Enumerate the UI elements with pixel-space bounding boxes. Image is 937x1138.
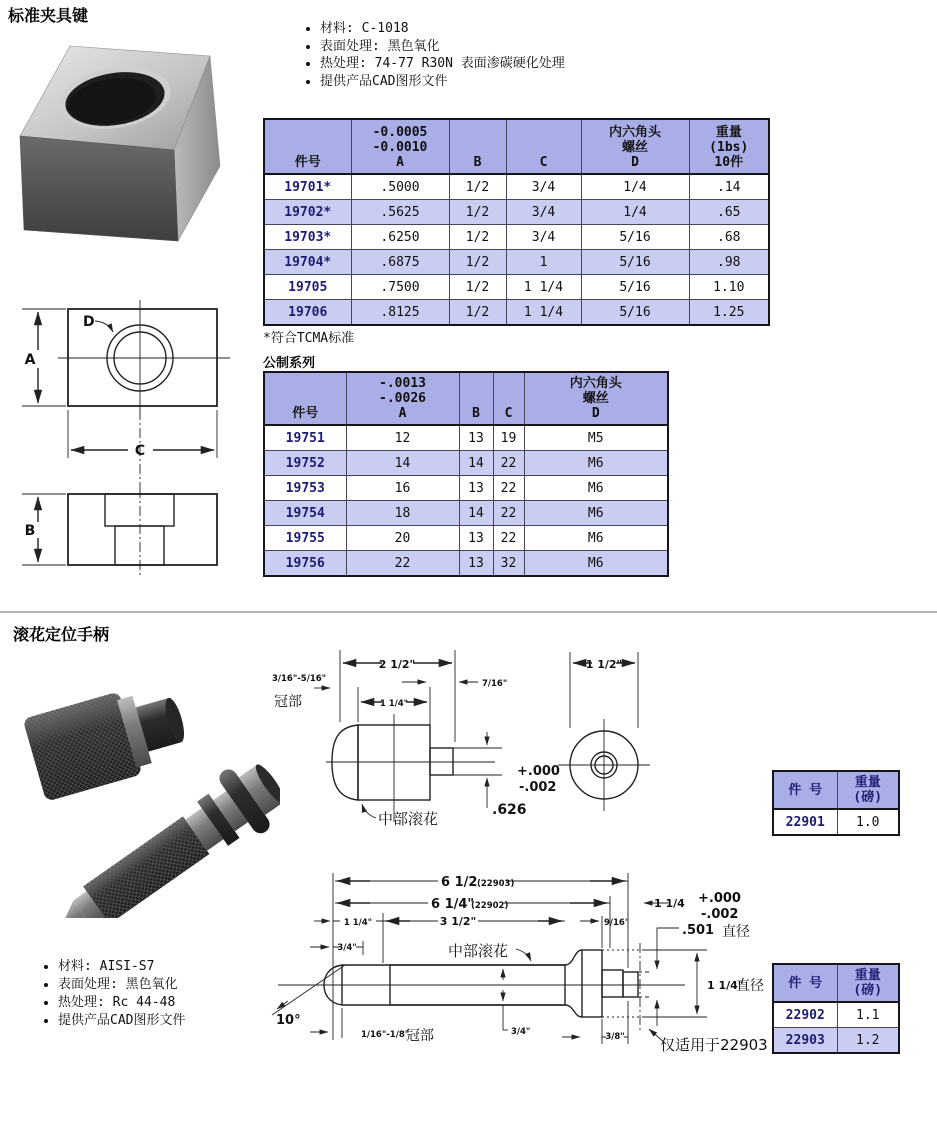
col-a: -.0013 -.0026 A xyxy=(346,372,459,425)
cell: 1/2 xyxy=(449,174,506,200)
dim-total-22903: 6 1/2 xyxy=(441,875,478,890)
inch-spec-table xyxy=(263,118,770,326)
cell: 19753 xyxy=(264,476,346,501)
dim-crown-34: 3/4" xyxy=(337,943,357,953)
cell: 5/16 xyxy=(581,275,689,300)
cell: M6 xyxy=(524,551,668,577)
metric-series-title: 公制系列 xyxy=(263,356,316,371)
dim-label-c: C xyxy=(134,443,146,459)
cell: 22 xyxy=(493,476,524,501)
bullet-material: • 材料: C-1018 xyxy=(320,20,740,38)
cell: 19752 xyxy=(264,451,346,476)
cell: 22902 xyxy=(773,1002,837,1028)
cell: 19702* xyxy=(264,200,351,225)
cell: .98 xyxy=(689,250,769,275)
dim-label-a: A xyxy=(24,352,36,368)
col-c: C xyxy=(493,372,524,425)
table-row xyxy=(264,425,668,451)
bullet-heat: • 热处理: 74-77 R30N 表面渗碳硬化处理 xyxy=(320,55,740,73)
cell: 22901 xyxy=(773,809,837,835)
cell: 14 xyxy=(346,451,459,476)
table-row xyxy=(264,225,769,250)
cell: 19705 xyxy=(264,275,351,300)
cell: 18 xyxy=(346,501,459,526)
cell: .14 xyxy=(689,174,769,200)
cell: 19704* xyxy=(264,250,351,275)
dia-501: .501 xyxy=(682,923,715,938)
knurl-label: 中部滚花 xyxy=(378,810,439,828)
cell: 1 1/4 xyxy=(506,275,581,300)
col-part: 件 号 xyxy=(773,964,837,1002)
table-row xyxy=(264,501,668,526)
cell: 1/2 xyxy=(449,225,506,250)
col-a: -0.0005 -0.0010 A xyxy=(351,119,449,174)
table-row xyxy=(264,174,769,200)
section2-title: 滚花定位手柄 xyxy=(13,627,110,644)
bullet-cad: • 提供产品CAD图形文件 xyxy=(320,73,740,91)
dim-label-d: D xyxy=(83,314,95,330)
table-row xyxy=(264,300,769,326)
metric-spec-table xyxy=(263,371,669,577)
cell: 3/4 xyxy=(506,174,581,200)
cell: 5/16 xyxy=(581,225,689,250)
cell: .7500 xyxy=(351,275,449,300)
cell: 32 xyxy=(493,551,524,577)
cell: 22 xyxy=(346,551,459,577)
dim-716: 7/16" xyxy=(482,679,508,689)
dia-flange: 1 1/4" xyxy=(707,979,744,992)
crown-range-label: 3/16"-5/16" xyxy=(272,674,327,684)
col-weight: 重量 (磅) xyxy=(837,964,899,1002)
table-row xyxy=(773,1028,899,1054)
cell: 1.0 xyxy=(837,809,899,835)
cell: 19755 xyxy=(264,526,346,551)
dim-total-22903-ref: (22903) xyxy=(477,879,515,889)
cell: 1/4 xyxy=(581,200,689,225)
crown-label: 冠部 xyxy=(274,694,302,710)
fixture-key-drawing xyxy=(8,298,258,583)
cell: 1.1 xyxy=(837,1002,899,1028)
dia-501-label: 直径 xyxy=(722,924,750,940)
table-row xyxy=(264,551,668,577)
tol-plus: +.000 xyxy=(698,891,741,906)
cell: M6 xyxy=(524,451,668,476)
cell: 1/4 xyxy=(581,174,689,200)
section1-bullet-list xyxy=(302,20,740,90)
cell: 5/16 xyxy=(581,250,689,275)
dim-knurl-len: 3 1/2" xyxy=(439,915,477,928)
cell: 22903 xyxy=(773,1028,837,1054)
cell: 1.25 xyxy=(689,300,769,326)
handle-head-drawing xyxy=(270,642,700,854)
cell: 3/4 xyxy=(506,225,581,250)
table-row xyxy=(264,476,668,501)
cell: .6250 xyxy=(351,225,449,250)
cell: M5 xyxy=(524,425,668,451)
handle-full-drawing xyxy=(270,858,770,1070)
cell: .8125 xyxy=(351,300,449,326)
crown-label: 冠部 xyxy=(406,1028,434,1044)
tcma-note: *符合TCMA标准 xyxy=(263,331,355,346)
bullet-surface: • 表面处理: 黑色氧化 xyxy=(320,38,740,56)
cell: 13 xyxy=(459,551,493,577)
cell: 1 1/4 xyxy=(506,300,581,326)
col-part: 件号 xyxy=(264,119,351,174)
bullet-heat: • 热处理: Rc 44-48 xyxy=(58,994,298,1012)
col-weight: 重量 (磅) xyxy=(837,771,899,809)
tol-minus: -.002 xyxy=(701,907,739,922)
col-c: C xyxy=(506,119,581,174)
cell: 1/2 xyxy=(449,275,506,300)
fixture-key-photo xyxy=(8,26,243,271)
table-row xyxy=(264,275,769,300)
knurl-label: 中部滚花 xyxy=(448,942,509,960)
table-header-row xyxy=(264,372,668,425)
cell: 5/16 xyxy=(581,300,689,326)
dia-flange-label: 直径 xyxy=(736,978,764,994)
crown-range: 1/16"-1/8" xyxy=(361,1030,410,1040)
cell: M6 xyxy=(524,526,668,551)
cell: 19703* xyxy=(264,225,351,250)
cell: 1/2 xyxy=(449,200,506,225)
table-header-row xyxy=(264,119,769,174)
cell: .68 xyxy=(689,225,769,250)
section2-bullet-list xyxy=(40,958,298,1030)
section-divider xyxy=(0,611,937,613)
table-row xyxy=(264,200,769,225)
cell: 16 xyxy=(346,476,459,501)
dim-tip-114: 1 1/4" xyxy=(343,918,373,928)
tol-minus: -.002 xyxy=(519,780,557,795)
cell: 13 xyxy=(459,425,493,451)
bullet-surface: • 表面处理: 黑色氧化 xyxy=(58,976,298,994)
cell: .5625 xyxy=(351,200,449,225)
cell: 13 xyxy=(459,526,493,551)
cell: M6 xyxy=(524,501,668,526)
cell: 22 xyxy=(493,451,524,476)
weight-table-22901 xyxy=(772,770,900,836)
handle-photo xyxy=(10,668,280,918)
dia-626: .626 xyxy=(492,802,527,818)
dim-total-22902-ref: (22902) xyxy=(471,901,509,911)
section1-title: 标准夹具键 xyxy=(8,8,89,25)
cell: 1 xyxy=(506,250,581,275)
cell: 19 xyxy=(493,425,524,451)
col-d: 内六角头 螺丝 D xyxy=(581,119,689,174)
cell: 1.10 xyxy=(689,275,769,300)
cell: 22 xyxy=(493,526,524,551)
cell: 14 xyxy=(459,451,493,476)
angle-10: 10° xyxy=(276,1013,301,1028)
table-header-row xyxy=(773,964,899,1002)
dim-1half-dia: 1 1/2" xyxy=(585,658,623,671)
tol-plus: +.000 xyxy=(517,764,560,779)
cell: 19701* xyxy=(264,174,351,200)
bullet-cad: • 提供产品CAD图形文件 xyxy=(58,1012,298,1030)
weight-table-22902 xyxy=(772,963,900,1054)
cell: 12 xyxy=(346,425,459,451)
cell: .6875 xyxy=(351,250,449,275)
cell: 19751 xyxy=(264,425,346,451)
cell: 13 xyxy=(459,476,493,501)
cell: 3/4 xyxy=(506,200,581,225)
cell: 1/2 xyxy=(449,300,506,326)
dim-total-22902: 6 1/4" xyxy=(431,897,475,912)
col-b: B xyxy=(449,119,506,174)
cell: 19756 xyxy=(264,551,346,577)
dim-label-b: B xyxy=(24,523,36,539)
note-22903: 仅适用于22903 xyxy=(660,1036,768,1054)
col-part: 件号 xyxy=(264,372,346,425)
bullet-material: • 材料: AISI-S7 xyxy=(58,958,298,976)
cell: 20 xyxy=(346,526,459,551)
cell: 19706 xyxy=(264,300,351,326)
col-weight: 重量 (1bs) 10件 xyxy=(689,119,769,174)
col-part: 件 号 xyxy=(773,771,837,809)
dim-knurl-dia: 3/4" xyxy=(511,1027,531,1037)
cell: .65 xyxy=(689,200,769,225)
table-row xyxy=(264,526,668,551)
cell: 14 xyxy=(459,501,493,526)
cell: 1.2 xyxy=(837,1028,899,1054)
cell: 19754 xyxy=(264,501,346,526)
col-b: B xyxy=(459,372,493,425)
table-row xyxy=(264,451,668,476)
cell: .5000 xyxy=(351,174,449,200)
dim-1quarter: 1 1/4" xyxy=(379,699,409,709)
table-row xyxy=(264,250,769,275)
dim-right-114: 1 1/4 xyxy=(654,897,685,910)
dim-flange-38: 3/8" xyxy=(605,1032,625,1042)
cell: 22 xyxy=(493,501,524,526)
table-header-row xyxy=(773,771,899,809)
cell: 1/2 xyxy=(449,250,506,275)
dim-neck-916: 9/16" xyxy=(604,918,630,928)
dim-2half: 2 1/2" xyxy=(378,658,416,671)
table-row xyxy=(773,1002,899,1028)
table-row xyxy=(773,809,899,835)
cell: M6 xyxy=(524,476,668,501)
col-d: 内六角头 螺丝 D xyxy=(524,372,668,425)
